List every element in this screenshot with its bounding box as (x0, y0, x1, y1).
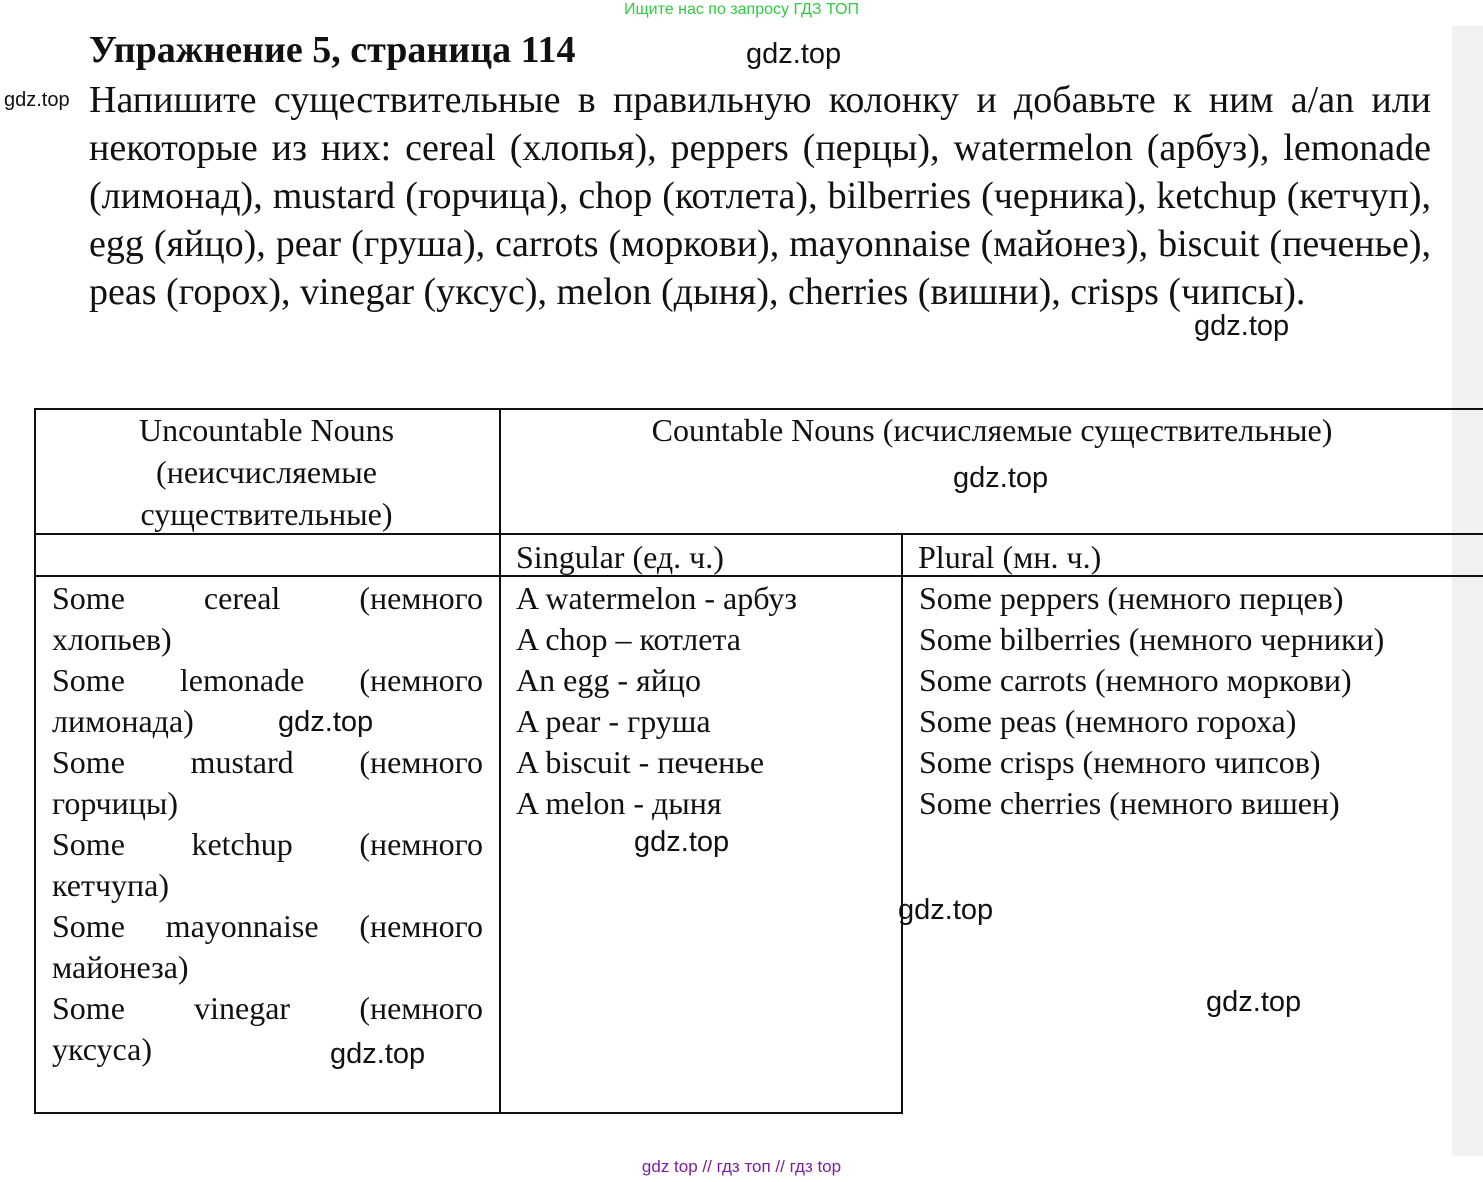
uncountable-list (52, 578, 483, 1070)
uncountable-header: Uncountable Nouns (неисчисляемые существительные) (138, 412, 395, 532)
list-item: Some peas (немного гороха) (919, 703, 1297, 739)
list-item: Some crisps (немного чипсов) (919, 744, 1321, 780)
page-title: Упражнение 5, страница 114 (89, 29, 576, 71)
list-item: Some cereal (немного хлопьев) (52, 580, 483, 657)
plural-list (919, 578, 1479, 824)
list-item: Some carrots (немного моркови) (919, 662, 1352, 698)
task-text: Напишите существительные в правильную колонку и добавьте к ним a/an или некоторые из них: cereal (хлопья), peppers (перцы), watermelon (арбуз), lemonade (лимонад), mustard (горчица), chop (котлета), bilberries (черника), ketchup (кетчуп), egg (яйцо), pear (груша), carrots (моркови), mayonnaise (майонез), biscuit (печенье), peas (горох), vinegar (уксус), melon (дыня), cherries (вишни), crisps (чипсы). (89, 79, 1431, 313)
table-border-left (34, 408, 36, 1114)
watermark: gdz.top (330, 1038, 426, 1070)
list-item: An egg - яйцо (516, 662, 701, 698)
plural-header: Plural (мн. ч.) (918, 539, 1102, 575)
list-item: A chop – котлета (516, 621, 741, 657)
table-divider-vertical (901, 533, 903, 1114)
table-border-bottom (34, 1112, 902, 1114)
watermark: gdz.top (1194, 310, 1290, 342)
list-item: A biscuit - печенье (516, 744, 765, 780)
list-item: A pear - груша (516, 703, 711, 739)
table-divider-vertical (499, 408, 501, 1114)
list-item: Some mustard (немного горчицы) (52, 744, 483, 821)
watermark: gdz.top (278, 706, 374, 738)
list-item: Some bilberries (немного черники) (919, 621, 1385, 657)
list-item: A melon - дыня (516, 785, 722, 821)
list-item: Some cherries (немного вишен) (919, 785, 1340, 821)
watermark: gdz.top (634, 826, 730, 858)
watermark: gdz.top (1206, 986, 1302, 1018)
singular-list (516, 578, 896, 824)
footer-links[interactable]: gdz top // гдз топ // гдз top (641, 1157, 842, 1176)
watermark: gdz.top (4, 89, 70, 111)
list-item: Some mayonnaise (немного майонеза) (52, 908, 483, 985)
list-item: Some vinegar (немного уксуса) (52, 990, 483, 1067)
singular-header: Singular (ед. ч.) (516, 539, 724, 575)
search-banner[interactable]: Ищите нас по запросу ГДЗ ТОП (624, 1, 859, 18)
watermark: gdz.top (898, 894, 994, 926)
countable-header: Countable Nouns (исчисляемые существительные) (651, 412, 1333, 448)
list-item: Some ketchup (немного кетчупа) (52, 826, 483, 903)
table-divider-horizontal (34, 575, 1483, 577)
list-item: A watermelon - арбуз (516, 580, 797, 616)
list-item: Some lemonade (немного лимонада) (52, 662, 483, 739)
list-item: Some peppers (немного перцев) (919, 580, 1344, 616)
watermark: gdz.top (746, 38, 842, 70)
watermark: gdz.top (953, 462, 1049, 494)
